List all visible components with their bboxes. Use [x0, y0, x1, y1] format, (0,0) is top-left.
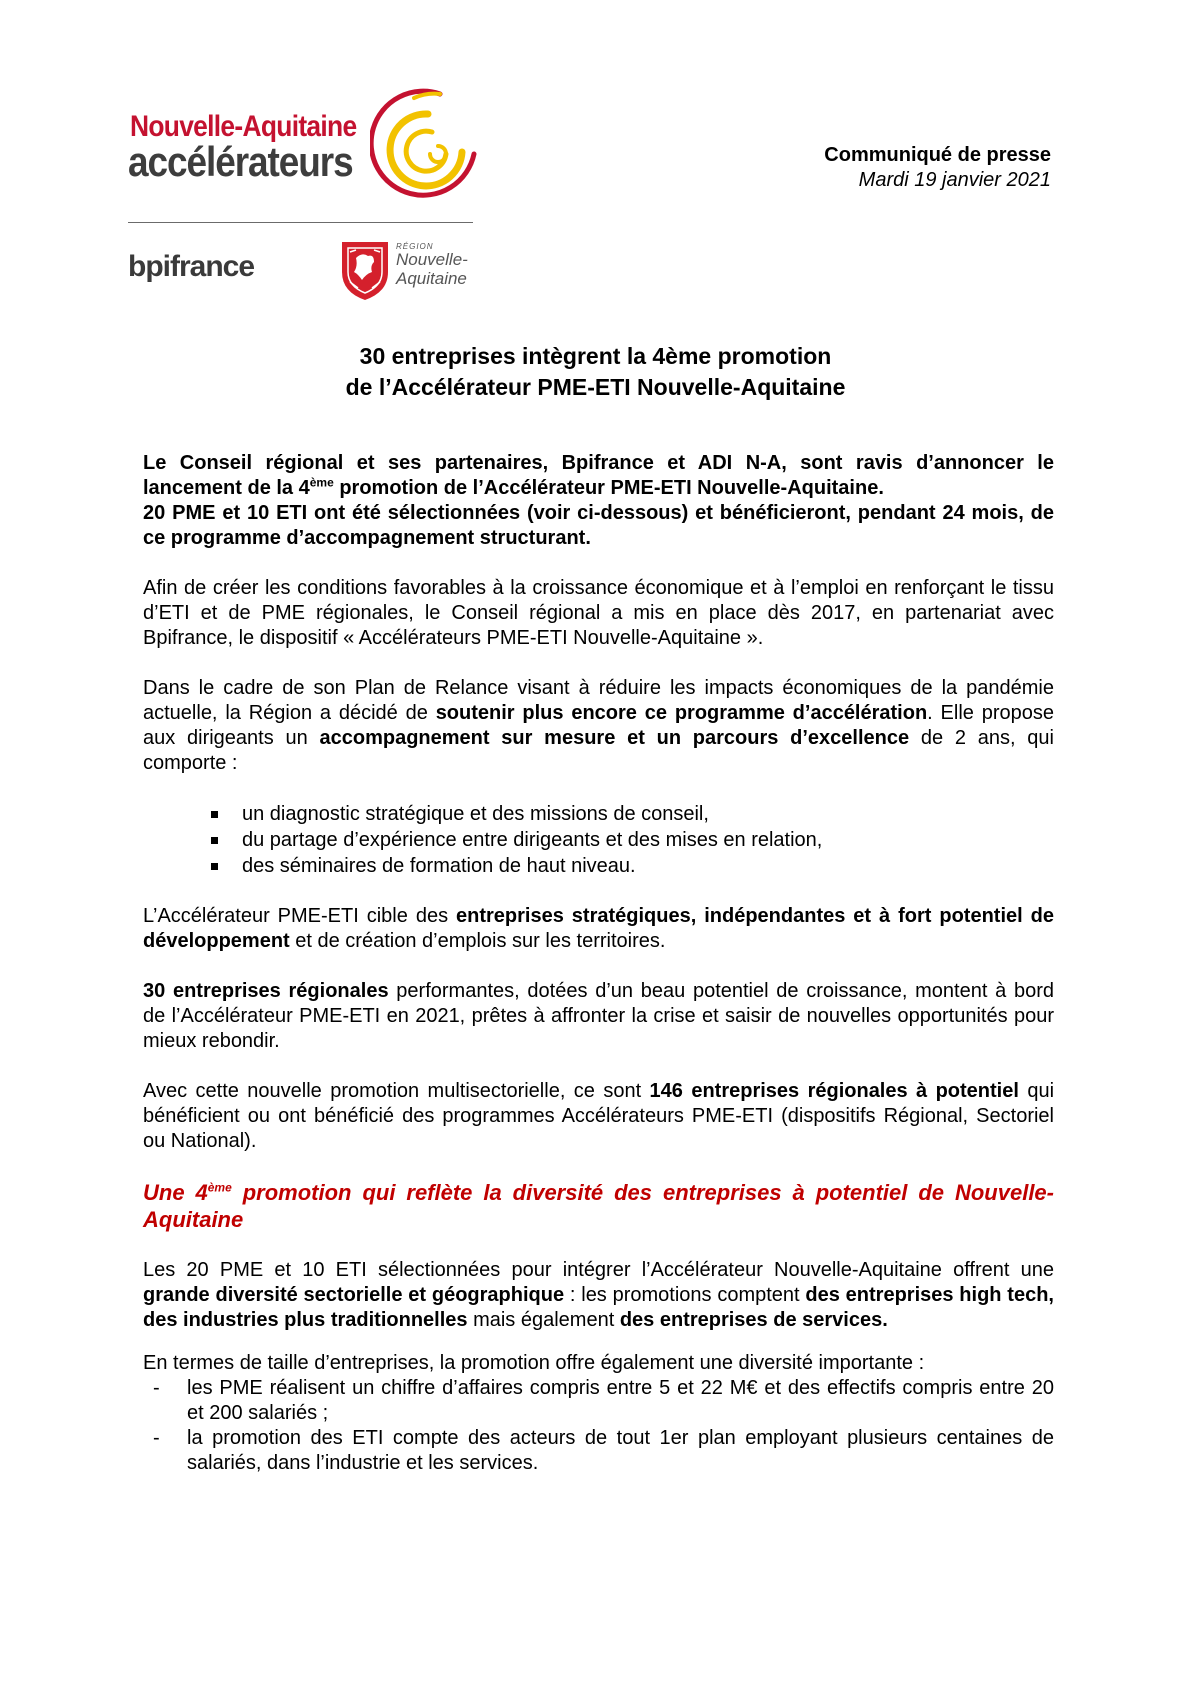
title-line2: de l’Accélérateur PME-ETI Nouvelle-Aquitaine: [345, 374, 846, 400]
paragraph-target: [143, 904, 1054, 954]
paragraph-companies: [143, 979, 1054, 1054]
relance-text-c: . Elle propose aux dirigeants un: [143, 702, 1054, 749]
list-item: du partage d’expérience entre dirigeants et des mises en relation,: [143, 827, 1054, 853]
bpifrance-logo: bpifrance: [128, 250, 255, 283]
target-text-a: L’Accélérateur PME-ETI cible des: [143, 905, 457, 927]
program-bullet-list: [143, 801, 1054, 879]
relance-text-a: Dans le cadre de son Plan de Relance visant à réduire les impacts économiques de la pandémie actuelle, la Région a décidé de: [143, 677, 1054, 724]
region-small-label: RÉGION: [396, 242, 434, 251]
swirl-logo-icon: [370, 88, 482, 208]
intro-paragraph: [143, 451, 1054, 551]
multisector-bold-b: 146 entreprises régionales à potentiel: [649, 1080, 1019, 1102]
paragraph-diversity: [143, 1258, 1054, 1333]
accelerateurs-logo: [128, 88, 478, 206]
lion-shield-icon: [338, 238, 392, 302]
multisector-text-c: qui bénéficient ou ont bénéficié des programmes Accélérateurs PME-ETI (dispositifs Régional, Sectoriel ou National).: [143, 1080, 1055, 1152]
document-body: [143, 451, 1054, 1476]
diversity-bold-d: des entreprises high tech, des industries plus traditionnelles: [143, 1284, 1054, 1331]
paragraph-multisector: [143, 1079, 1054, 1154]
paragraph-relance: [143, 676, 1054, 776]
companies-text-b: performantes, dotées d’un beau potentiel de croissance, montent à bord de l’Accélérateur PME-ETI en 2021, prêtes à affronter la crise et saisir de nouvelles opportunités pour mieux rebondir.: [143, 980, 1054, 1052]
diversity-bold-f: des entreprises de services.: [619, 1309, 888, 1331]
list-item: des séminaires de formation de haut niveau.: [143, 853, 1054, 879]
press-release-label: Communiqué de presse: [824, 144, 1051, 166]
list-item: - la promotion des ETI compte des acteurs de tout 1er plan employant plusieurs centaines de salariés, dans l’industrie et les services.: [143, 1426, 1054, 1476]
subhead-text-b: promotion qui reflète la diversité des entreprises à potentiel de Nouvelle-Aquitaine: [143, 1180, 1054, 1232]
logo-divider: [128, 222, 473, 223]
section-subheading: [143, 1179, 1054, 1233]
companies-bold-a: 30 entreprises régionales: [143, 980, 389, 1002]
title-line1: 30 entreprises intègrent la 4ème promotion: [359, 343, 832, 369]
press-release-date: Mardi 19 janvier 2021: [858, 169, 1051, 191]
relance-text-e: de 2 ans, qui comporte :: [143, 727, 1054, 774]
diversity-text-c: : les promotions comptent: [564, 1284, 806, 1306]
diversity-text-e: mais également: [467, 1309, 620, 1331]
region-nouvelle-aquitaine-logo: [338, 238, 478, 302]
multisector-text-a: Avec cette nouvelle promotion multisectorielle, ce sont: [143, 1080, 650, 1102]
relance-bold-b: soutenir plus encore ce programme d’accélération: [435, 702, 928, 724]
document-title: [0, 341, 1191, 403]
intro-text-c: 20 PME et 10 ETI ont été sélectionnées (voir ci-dessous) et bénéficieront, pendant 24 mois, de ce programme d’accompagnement structurant.: [143, 502, 1054, 549]
press-release-header: [824, 143, 1051, 193]
intro-text-a: Le Conseil régional et ses partenaires, Bpifrance et ADI N-A, sont ravis d’annoncer le lancement de la 4: [143, 452, 1054, 499]
paragraph-context: Afin de créer les conditions favorables à la croissance économique et à l’emploi en renforçant le tissu d’ETI et de PME régionales, le Conseil régional a mis en place dès 2017, en partenariat avec Bpifrance, le dispositif « Accélérateurs PME-ETI Nouvelle-Aquitaine ».: [143, 577, 1054, 649]
paragraph-size: En termes de taille d’entreprises, la promotion offre également une diversité importante :: [143, 1352, 925, 1374]
region-name-line1: Nouvelle-: [396, 250, 468, 269]
diversity-text-a: Les 20 PME et 10 ETI sélectionnées pour intégrer l’Accélérateur Nouvelle-Aquitaine offrent une: [143, 1259, 1054, 1281]
target-text-c: et de création d’emplois sur les territoires.: [289, 930, 666, 952]
size-dash-list: [143, 1376, 1054, 1476]
logo-line2: accélérateurs: [128, 138, 353, 185]
diversity-bold-b: grande diversité sectorielle et géographique: [143, 1284, 565, 1306]
subhead-text-a: Une 4: [143, 1180, 208, 1205]
relance-bold-d: accompagnement sur mesure et un parcours d’excellence: [319, 727, 910, 749]
region-name-line2: Aquitaine: [396, 269, 467, 288]
intro-superscript: ème: [309, 475, 334, 490]
list-item: - les PME réalisent un chiffre d’affaires compris entre 5 et 22 M€ et des effectifs compris entre 20 et 200 salariés ;: [143, 1376, 1054, 1426]
logo-line1: Nouvelle-Aquitaine: [130, 110, 357, 143]
intro-text-b: promotion de l’Accélérateur PME-ETI Nouvelle-Aquitaine.: [333, 477, 884, 499]
subhead-superscript: ème: [207, 1180, 232, 1195]
target-bold-b: entreprises stratégiques, indépendantes et à fort potentiel de développement: [143, 905, 1054, 952]
list-item: un diagnostic stratégique et des missions de conseil,: [143, 801, 1054, 827]
